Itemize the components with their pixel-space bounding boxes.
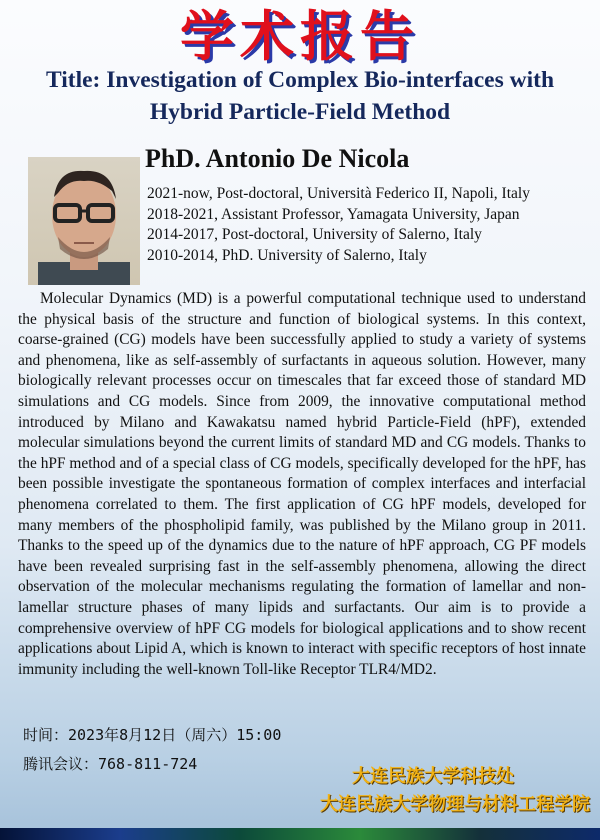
cv-item: 2018-2021, Assistant Professor, Yamagata University, Japan [147, 205, 520, 223]
poster-title-cn: 学术报告 [180, 5, 420, 68]
organizer-2: 大连民族大学物理与材料工程学院 [320, 794, 590, 815]
organizer-1: 大连民族大学科技处 [352, 766, 514, 787]
cv-item: 2014-2017, Post-doctoral, University of Salerno, Italy [147, 226, 482, 243]
cv-item: 2010-2014, PhD. University of Salerno, Italy [147, 246, 427, 264]
abstract: Molecular Dynamics (MD) is a powerful computational technique used to understand the physical basis of the structure and function of biological systems. In this context, coarse-grained (CG) models have been successfully applied to study a variety of systems and phenomena, like as self-assembly of surfactants in aqueous solution. However, many biologically relevant processes occur on timescales that far exceed those of standard MD simulations and CG models. Since from 2009, the innovative computational method introduced by Milano and Kawakatsu named hybrid Particle-Field (hPF), extended molecular simulations beyond the current limits of standard MD and CG models. Thanks to the hPF method and of a special class of CG models, specifically developed for the hPF, has been possible investigate the spontaneous formation of complex interfaces and interfacial phenomena correlated to them. The first application of CG hPF models, developed for many members of the phospholipid family, was published by the Milano group in 2011. Thanks to the speed up of the dynamics due to the nature of hPF approach, CG PF models have been revealed surprising fast in the self-assembly phenomena, allowing the direct observation of the molecular mechanisms regulating the formation of lamellar and non-lamellar structure phases of many lipids and surfactants. Our aim is to provide a comprehensive overview of hPF CG models for biological applications and to show recent applications about Lipid A, which is known to interact with specific receptors of host innate immunity including the well-known Toll-like Receptor TLR4/MD2. [18, 290, 586, 678]
speaker-photo [28, 157, 140, 285]
talk-title [0, 64, 600, 128]
meeting-id: 腾讯会议：768-811-724 [23, 755, 198, 773]
speaker-name: PhD. Antonio De Nicola [145, 144, 410, 173]
speaker-cv [147, 184, 530, 266]
decorative-band [0, 828, 600, 840]
cv-item: 2021-now, Post-doctoral, Università Federico II, Napoli, Italy [147, 185, 530, 202]
talk-time: 时间：2023年8月12日（周六）15:00 [23, 726, 282, 744]
talk-title-line1: Title: Investigation of Complex Bio-interfaces with [45, 67, 555, 93]
talk-title-line2: Hybrid Particle-Field Method [149, 99, 451, 125]
